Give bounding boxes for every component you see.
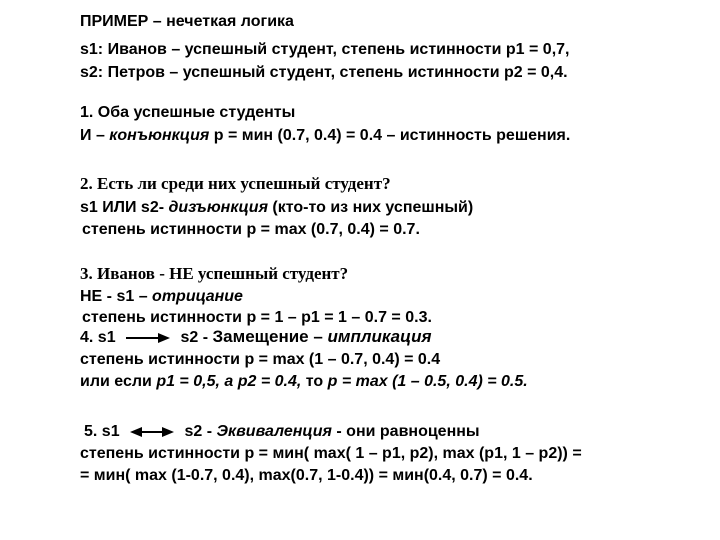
item1-rest: p = мин (0.7, 0.4) = 0.4 – истинность решения. xyxy=(209,127,571,144)
item3-op: НЕ xyxy=(80,288,103,305)
item4-alt-result: p = max (1 – 0.5, 0.4) = 0.5. xyxy=(327,373,528,390)
item3-degree: степень истинности p = 1 – p1 = 1 – 0.7 = 0.3. xyxy=(82,309,432,326)
right-arrow-icon xyxy=(126,333,170,343)
item5-degree: степень истинности p = мин( max( 1 – p1, p2), max (p1, 1 – p2)) = xyxy=(80,445,582,462)
statement-s1: s1: Иванов – успешный студент, степень истинности p1 = 0,7, xyxy=(80,41,570,58)
item4-degree: степень истинности p = max (1 – 0.7, 0.4) = 0.4 xyxy=(80,351,441,368)
item5-s2: s2 - xyxy=(184,423,217,440)
item4-s2: s2 - xyxy=(180,329,213,346)
item3-op-name: отрицание xyxy=(152,288,243,305)
item2-note: (кто-то из них успешный) xyxy=(267,199,474,216)
item2-s2: s2- xyxy=(136,199,169,216)
double-arrow-icon xyxy=(130,427,174,437)
item3-negation-line xyxy=(80,287,243,307)
item4-dash: – xyxy=(308,327,328,346)
item4-alternative xyxy=(80,372,528,392)
item4-alt-then: то xyxy=(301,373,328,390)
item4-op-name2: импликация xyxy=(327,327,432,346)
item4-alt-cond: p1 = 0,5, а p2 = 0.4, xyxy=(156,373,302,390)
item2-disjunction-line xyxy=(80,198,473,218)
item5-op-name: Эквиваленция xyxy=(216,423,332,440)
statement-s2: s2: Петров – успешный студент, степень истинности p2 = 0,4. xyxy=(80,64,568,81)
item4-op-name: Замещение xyxy=(212,327,309,346)
item5-num: 5. s1 xyxy=(84,423,120,440)
item3-heading: 3. Иванов - НЕ успешный студент? xyxy=(80,264,349,283)
item2-op-name: дизъюнкция xyxy=(168,199,268,216)
item2-degree: степень истинности p = max (0.7, 0.4) = 0.7. xyxy=(82,221,420,238)
item5-calc: = мин( max (1-0.7, 0.4), max(0.7, 1-0.4)) = мин(0.4, 0.7) = 0.4. xyxy=(80,467,533,484)
item2-op: ИЛИ xyxy=(102,199,137,216)
item2-s1: s1 xyxy=(80,199,103,216)
item5-equivalence-line xyxy=(84,422,480,442)
item4-implication-line xyxy=(80,327,432,348)
item3-mid: - s1 – xyxy=(102,288,153,305)
item1-op-name: конъюнкция xyxy=(109,127,210,144)
item2-heading: 2. Есть ли среди них успешный студент? xyxy=(80,174,391,193)
item4-num: 4. s1 xyxy=(80,329,116,346)
item1-heading: 1. Оба успешные студенты xyxy=(80,104,296,121)
item1-op-prefix: И – xyxy=(80,127,110,144)
item1-conjunction-line xyxy=(80,126,570,146)
item5-note: - они равноценны xyxy=(331,423,480,440)
example-title: ПРИМЕР – нечеткая логика xyxy=(80,13,294,30)
item4-alt-prefix: или если xyxy=(80,373,157,390)
